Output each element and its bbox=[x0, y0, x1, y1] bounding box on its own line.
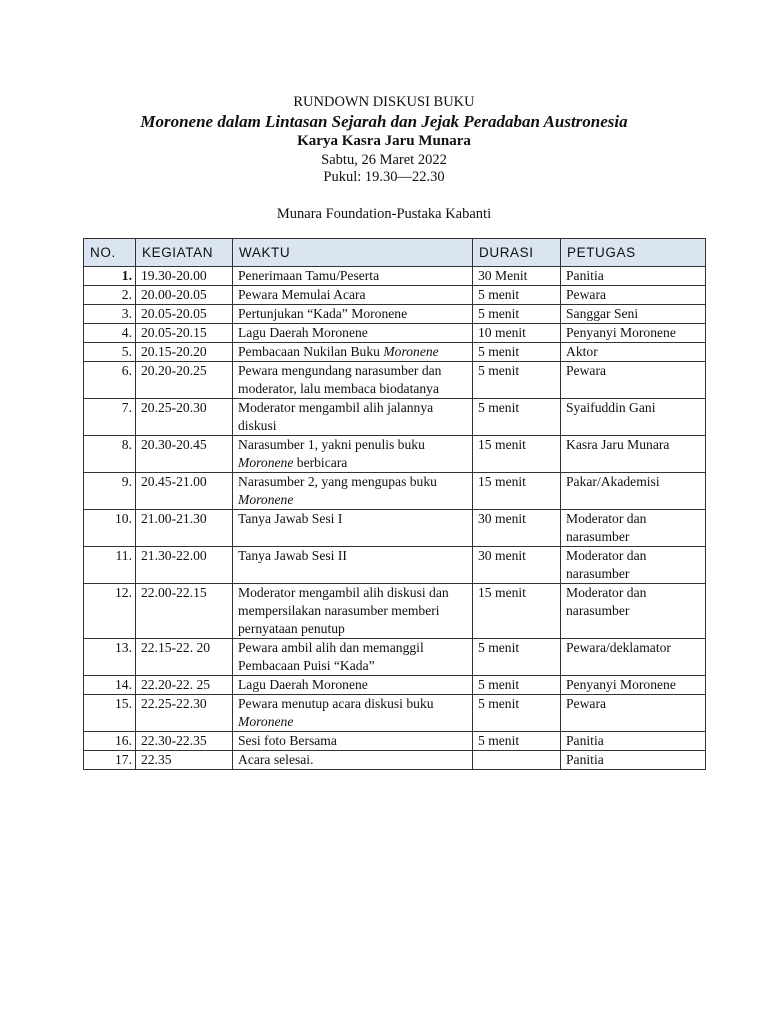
activity-text: Moderator mengambil alih diskusi dan mempersilakan narasumber memberi pernyataan penutup bbox=[238, 585, 449, 636]
activity-text: Sesi foto Bersama bbox=[238, 733, 337, 748]
column-header-waktu: WAKTU bbox=[233, 239, 473, 267]
row-time: 22.30-22.35 bbox=[136, 732, 233, 751]
activity-text: Penerimaan Tamu/Peserta bbox=[238, 268, 380, 283]
row-activity bbox=[233, 473, 473, 510]
row-officer: Panitia bbox=[561, 751, 706, 770]
row-number: 3. bbox=[84, 305, 136, 324]
activity-text: Pewara Memulai Acara bbox=[238, 287, 366, 302]
row-duration: 30 menit bbox=[473, 510, 561, 547]
row-time: 20.30-20.45 bbox=[136, 436, 233, 473]
row-activity bbox=[233, 639, 473, 676]
row-activity bbox=[233, 676, 473, 695]
row-activity bbox=[233, 399, 473, 436]
row-officer: Sanggar Seni bbox=[561, 305, 706, 324]
row-activity bbox=[233, 695, 473, 732]
row-time: 20.15-20.20 bbox=[136, 343, 233, 362]
table-row bbox=[84, 584, 706, 639]
row-officer: Pewara/deklamator bbox=[561, 639, 706, 676]
row-duration: 5 menit bbox=[473, 305, 561, 324]
activity-text-after: berbicara bbox=[293, 455, 348, 470]
row-time: 19.30-20.00 bbox=[136, 267, 233, 286]
row-duration: 5 menit bbox=[473, 343, 561, 362]
table-row bbox=[84, 343, 706, 362]
activity-text: Narasumber 2, yang mengupas buku bbox=[238, 474, 437, 489]
row-duration: 15 menit bbox=[473, 584, 561, 639]
row-officer: Pewara bbox=[561, 362, 706, 399]
row-number: 15. bbox=[84, 695, 136, 732]
table-row bbox=[84, 286, 706, 305]
row-duration: 5 menit bbox=[473, 399, 561, 436]
table-row bbox=[84, 676, 706, 695]
activity-text: Tanya Jawab Sesi I bbox=[238, 511, 343, 526]
column-header-durasi: DURASI bbox=[473, 239, 561, 267]
rundown-table bbox=[83, 238, 706, 770]
table-row bbox=[84, 695, 706, 732]
table-row bbox=[84, 751, 706, 770]
row-activity bbox=[233, 732, 473, 751]
row-officer: Moderator dan narasumber bbox=[561, 547, 706, 584]
column-header-petugas: PETUGAS bbox=[561, 239, 706, 267]
activity-book-title: Moronene bbox=[238, 714, 294, 729]
row-time: 21.00-21.30 bbox=[136, 510, 233, 547]
row-number: 9. bbox=[84, 473, 136, 510]
row-officer: Penyanyi Moronene bbox=[561, 324, 706, 343]
table-row bbox=[84, 305, 706, 324]
row-duration: 15 menit bbox=[473, 473, 561, 510]
row-activity bbox=[233, 286, 473, 305]
table-row bbox=[84, 267, 706, 286]
row-time: 20.00-20.05 bbox=[136, 286, 233, 305]
row-activity bbox=[233, 436, 473, 473]
row-number: 13. bbox=[84, 639, 136, 676]
row-time: 21.30-22.00 bbox=[136, 547, 233, 584]
column-header-no: NO. bbox=[84, 239, 136, 267]
row-time: 22.35 bbox=[136, 751, 233, 770]
row-duration bbox=[473, 751, 561, 770]
table-row bbox=[84, 324, 706, 343]
row-duration: 5 menit bbox=[473, 286, 561, 305]
row-number: 7. bbox=[84, 399, 136, 436]
row-activity bbox=[233, 751, 473, 770]
activity-text: Narasumber 1, yakni penulis buku bbox=[238, 437, 425, 452]
row-number: 12. bbox=[84, 584, 136, 639]
activity-text: Lagu Daerah Moronene bbox=[238, 677, 368, 692]
row-duration: 10 menit bbox=[473, 324, 561, 343]
table-row bbox=[84, 547, 706, 584]
row-time: 20.05-20.05 bbox=[136, 305, 233, 324]
row-duration: 5 menit bbox=[473, 639, 561, 676]
activity-text: Pewara mengundang narasumber dan moderator, lalu membaca biodatanya bbox=[238, 363, 442, 396]
row-number: 10. bbox=[84, 510, 136, 547]
row-time: 22.25-22.30 bbox=[136, 695, 233, 732]
row-time: 20.20-20.25 bbox=[136, 362, 233, 399]
table-header-row bbox=[84, 239, 706, 267]
table-row bbox=[84, 399, 706, 436]
row-number: 8. bbox=[84, 436, 136, 473]
event-time: Pukul: 19.30—22.30 bbox=[323, 169, 445, 185]
row-time: 20.45-21.00 bbox=[136, 473, 233, 510]
row-number: 11. bbox=[84, 547, 136, 584]
row-activity bbox=[233, 510, 473, 547]
row-officer: Pewara bbox=[561, 695, 706, 732]
row-officer: Penyanyi Moronene bbox=[561, 676, 706, 695]
row-number: 1. bbox=[84, 267, 136, 286]
table-row bbox=[84, 436, 706, 473]
row-activity bbox=[233, 305, 473, 324]
row-number: 5. bbox=[84, 343, 136, 362]
activity-text: Pembacaan Nukilan Buku bbox=[238, 344, 384, 359]
table-row bbox=[84, 362, 706, 399]
activity-text: Acara selesai. bbox=[238, 752, 314, 767]
document-title: RUNDOWN DISKUSI BUKU bbox=[293, 94, 475, 110]
row-officer: Pewara bbox=[561, 286, 706, 305]
row-activity bbox=[233, 584, 473, 639]
row-duration: 5 menit bbox=[473, 695, 561, 732]
row-time: 22.15-22. 20 bbox=[136, 639, 233, 676]
row-officer: Moderator dan narasumber bbox=[561, 584, 706, 639]
activity-text: Pewara menutup acara diskusi buku bbox=[238, 696, 434, 711]
organizer-line: Munara Foundation-Pustaka Kabanti bbox=[276, 206, 492, 222]
row-number: 16. bbox=[84, 732, 136, 751]
row-officer: Syaifuddin Gani bbox=[561, 399, 706, 436]
table-row bbox=[84, 510, 706, 547]
table-row bbox=[84, 473, 706, 510]
row-duration: 5 menit bbox=[473, 676, 561, 695]
row-time: 20.05-20.15 bbox=[136, 324, 233, 343]
row-officer: Panitia bbox=[561, 732, 706, 751]
table-row bbox=[84, 732, 706, 751]
row-number: 14. bbox=[84, 676, 136, 695]
row-time: 22.20-22. 25 bbox=[136, 676, 233, 695]
row-time: 22.00-22.15 bbox=[136, 584, 233, 639]
activity-text: Lagu Daerah Moronene bbox=[238, 325, 368, 340]
row-officer: Pakar/Akademisi bbox=[561, 473, 706, 510]
row-activity bbox=[233, 324, 473, 343]
row-time: 20.25-20.30 bbox=[136, 399, 233, 436]
row-number: 6. bbox=[84, 362, 136, 399]
row-number: 2. bbox=[84, 286, 136, 305]
activity-text: Tanya Jawab Sesi II bbox=[238, 548, 347, 563]
activity-text: Pertunjukan “Kada” Moronene bbox=[238, 306, 408, 321]
row-activity bbox=[233, 362, 473, 399]
event-date: Sabtu, 26 Maret 2022 bbox=[321, 152, 447, 168]
row-duration: 30 Menit bbox=[473, 267, 561, 286]
table-row bbox=[84, 639, 706, 676]
author-line: Karya Kasra Jaru Munara bbox=[297, 133, 471, 149]
row-number: 17. bbox=[84, 751, 136, 770]
row-number: 4. bbox=[84, 324, 136, 343]
activity-book-title: Moronene bbox=[238, 455, 294, 470]
row-officer: Moderator dan narasumber bbox=[561, 510, 706, 547]
column-header-kegiatan: KEGIATAN bbox=[136, 239, 233, 267]
row-activity bbox=[233, 547, 473, 584]
row-duration: 30 menit bbox=[473, 547, 561, 584]
row-activity bbox=[233, 267, 473, 286]
activity-book-title: Moronene bbox=[383, 344, 439, 359]
row-duration: 15 menit bbox=[473, 436, 561, 473]
row-duration: 5 menit bbox=[473, 362, 561, 399]
activity-text: Pewara ambil alih dan memanggil Pembacaan Puisi “Kada” bbox=[238, 640, 424, 673]
book-title: Moronene dalam Lintasan Sejarah dan Jejak Peradaban Austronesia bbox=[140, 112, 628, 131]
rundown-body bbox=[84, 267, 706, 770]
row-activity bbox=[233, 343, 473, 362]
row-officer: Kasra Jaru Munara bbox=[561, 436, 706, 473]
row-officer: Aktor bbox=[561, 343, 706, 362]
row-duration: 5 menit bbox=[473, 732, 561, 751]
activity-book-title: Moronene bbox=[238, 492, 294, 507]
row-officer: Panitia bbox=[561, 267, 706, 286]
activity-text: Moderator mengambil alih jalannya diskusi bbox=[238, 400, 434, 433]
